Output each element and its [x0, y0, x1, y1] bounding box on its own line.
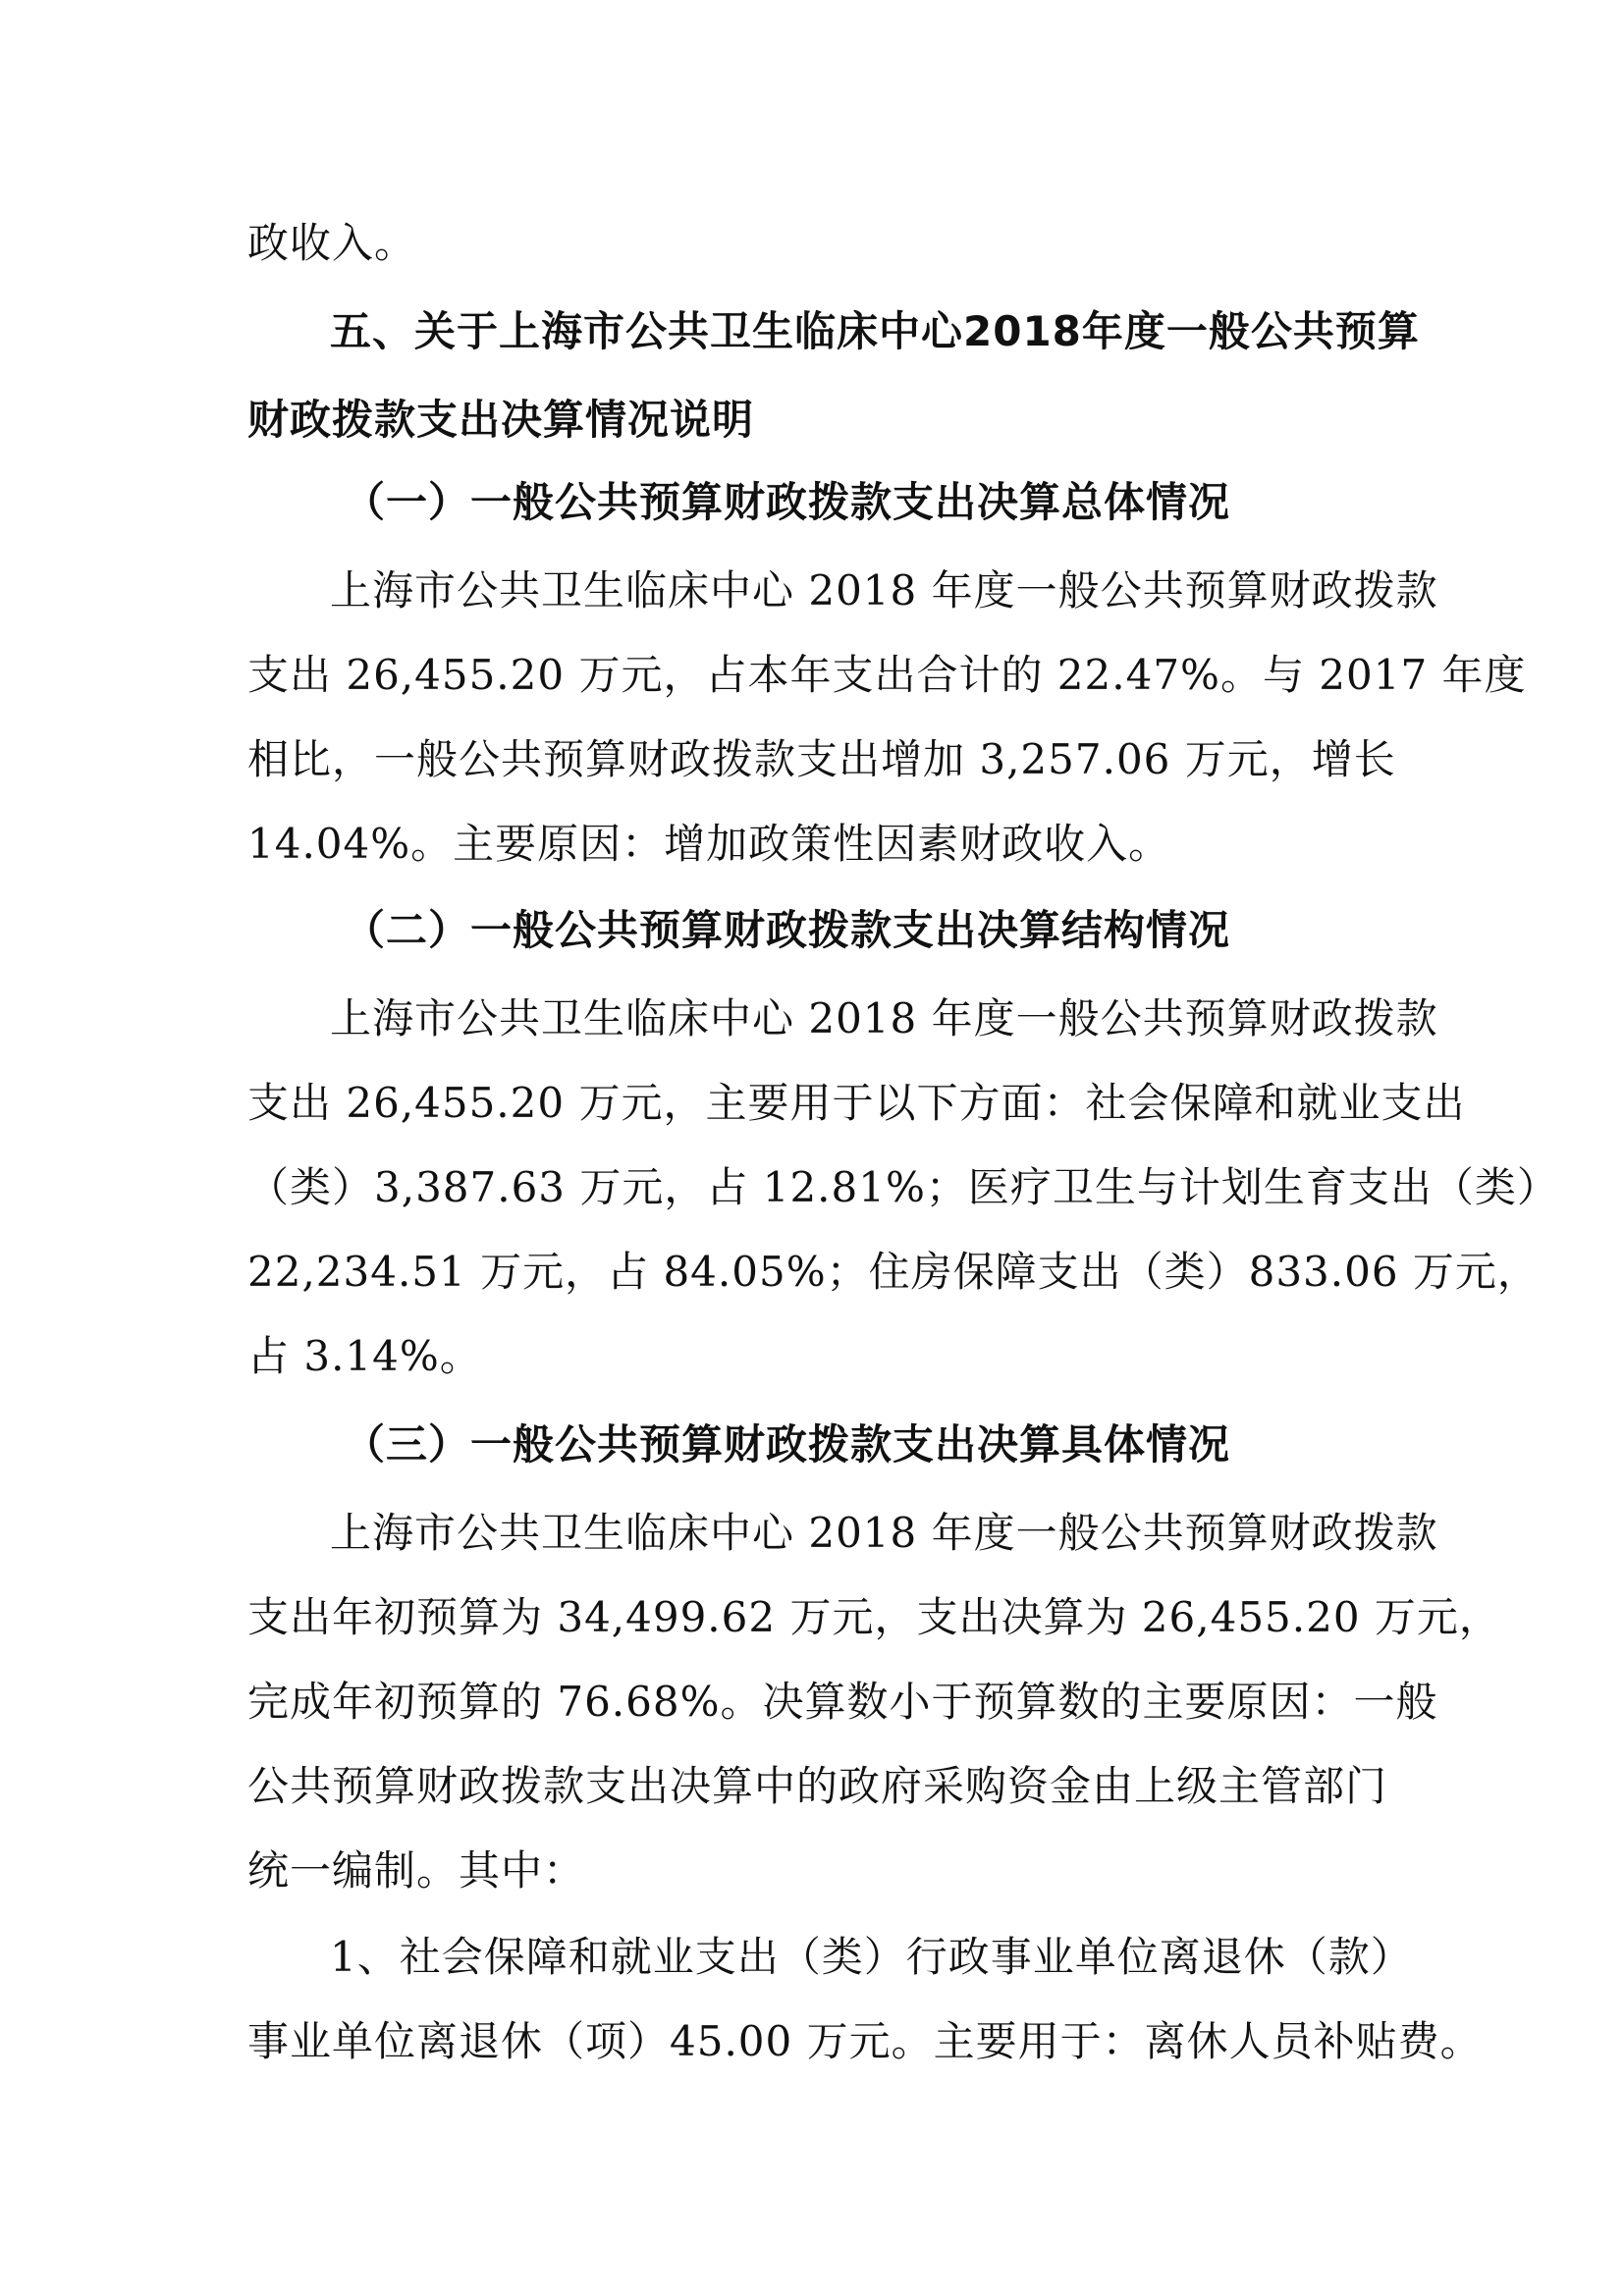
section-heading-cont: 财政拨款支出决算情况说明 [247, 396, 755, 444]
paragraph-line: 公共预算财政拨款支出决算中的政府采购资金由上级主管部门 [247, 1762, 1388, 1810]
paragraph-line: 占 3.14%。 [247, 1332, 482, 1380]
paragraph-line: 支出 26,455.20 万元，主要用于以下方面：社会保障和就业支出 [247, 1079, 1466, 1127]
text-line: 政收入。 [247, 219, 417, 267]
paragraph-line: 上海市公共卫生临床中心 2018 年度一般公共预算财政拨款 [330, 994, 1438, 1042]
paragraph-line: 相比，一般公共预算财政拨款支出增加 3,257.06 万元，增长 [247, 735, 1396, 783]
paragraph-line: 22,234.51 万元，占 84.05%；住房保障支出（类）833.06 万元， [247, 1248, 1540, 1296]
paragraph-line: 支出年初预算为 34,499.62 万元，支出决算为 26,455.20 万元， [247, 1593, 1501, 1641]
paragraph-line: 支出 26,455.20 万元，占本年支出合计的 22.47%。与 2017 年度 [247, 651, 1527, 699]
section-heading: 五、关于上海市公共卫生临床中心2018年度一般公共预算 [330, 307, 1420, 355]
subsection-heading: （三）一般公共预算财政拨款支出决算具体情况 [344, 1420, 1231, 1468]
paragraph-line: 上海市公共卫生临床中心 2018 年度一般公共预算财政拨款 [330, 566, 1438, 614]
paragraph-line: 1、社会保障和就业支出（类）行政事业单位离退休（款） [330, 1933, 1413, 1981]
subsection-heading: （二）一般公共预算财政拨款支出决算结构情况 [344, 906, 1231, 954]
paragraph-line: 事业单位离退休（项）45.00 万元。主要用于：离休人员补贴费。 [247, 2017, 1483, 2065]
subsection-heading: （一）一般公共预算财政拨款支出决算总体情况 [344, 478, 1231, 526]
paragraph-line: 上海市公共卫生临床中心 2018 年度一般公共预算财政拨款 [330, 1509, 1438, 1557]
paragraph-line: （类）3,387.63 万元，占 12.81%；医疗卫生与计划生育支出（类） [247, 1163, 1559, 1211]
paragraph-line: 统一编制。其中： [247, 1846, 586, 1895]
paragraph-line: 完成年初预算的 76.68%。决算数小于预算数的主要原因：一般 [247, 1678, 1438, 1726]
paragraph-line: 14.04%。主要原因：增加政策性因素财政收入。 [247, 820, 1171, 868]
